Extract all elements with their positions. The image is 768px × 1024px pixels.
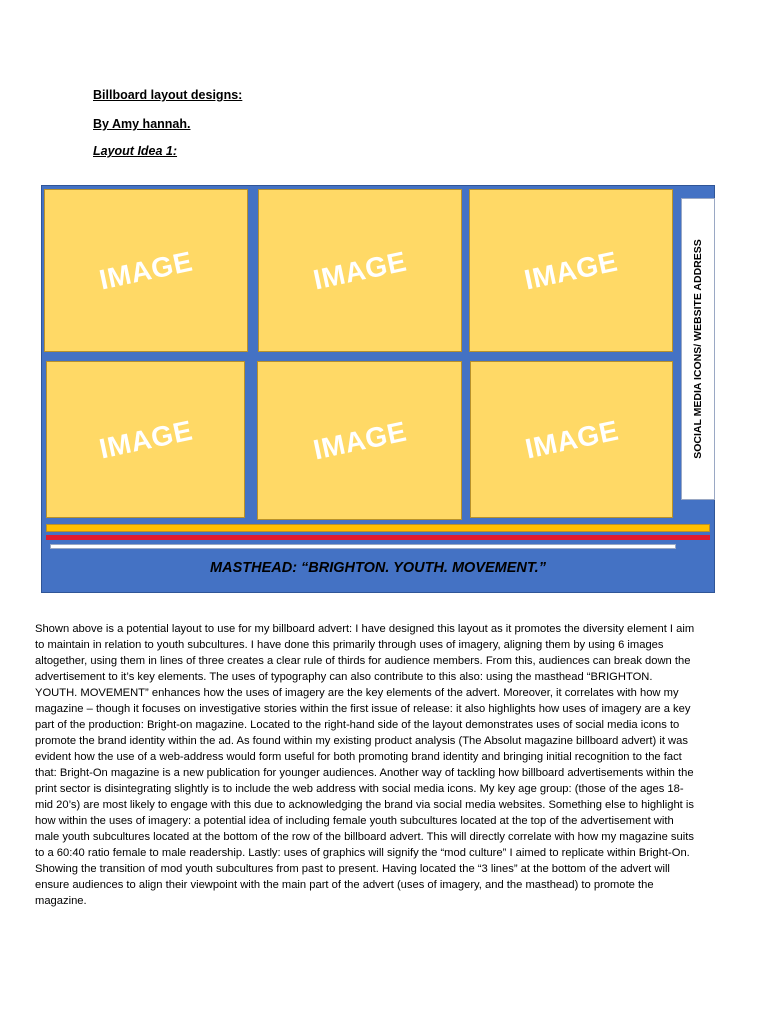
author-line: By Amy hannah. — [93, 117, 191, 131]
white-stripe — [50, 544, 676, 549]
social-media-panel-label: SOCIAL MEDIA ICONS/ WEBSITE ADDRESS — [692, 239, 704, 459]
social-media-panel — [681, 198, 715, 500]
yellow-stripe — [46, 524, 710, 532]
image-placeholder-1 — [44, 189, 248, 352]
image-placeholder-2 — [258, 189, 462, 352]
image-placeholder-6 — [470, 361, 673, 518]
image-label: IMAGE — [310, 245, 410, 295]
layout-idea-label: Layout Idea 1: — [93, 144, 178, 158]
image-label: IMAGE — [96, 414, 195, 464]
red-stripe — [46, 535, 710, 540]
image-label: IMAGE — [96, 245, 196, 295]
image-placeholder-4 — [46, 361, 245, 518]
document-title: Billboard layout designs: — [93, 88, 243, 102]
billboard-layout — [41, 185, 715, 593]
description-paragraph: Shown above is a potential layout to use for my billboard advert: I have designed this layout as it promotes the diversity element I aim to maintain in relation to youth subcultures. I have done this primarily through uses of imagery, aligning them by using 6 images altogether, using them in lines of three creates a clear rule of thirds for audience members. From this, audiences can break down the advertisement to it’s key elements. The uses of typography can also contribute to this also: using the masthead “BRIGHTON. YOUTH. MOVEMENT” enhances how the uses of imagery are the key elements of the advert. Moreover, it correlates with how my magazine – though it focuses on investigative stories within the first issue of release: it also highlights how uses of imagery are a key part of the production: Bright-on magazine. Located to the right-hand side of the layout demonstrates uses of social media icons to promote the brand identity within the ad. As found within my existing product analysis (The Absolut magazine billboard advert) it was evident how the use of a web-address would form useful for both promoting brand identity and bringing initial recognition to the fact that: Bright-On magazine is a new publication for younger audiences. Another way of tackling how billboard advertisements within the print sector is disintegrating slightly is to include the web address with social media icons. My key age group: (those of the ages 18-mid 20’s) are most likely to engage with this due to acknowledging the brand via social media websites. Something else to highlight is how within the uses of imagery: a potential idea of including female youth subcultures located at the top of the advertisement with male youth subcultures located at the bottom of the row of the billboard advert. This will directly correlate with how my magazine suits to a 60:40 ratio female to male readership. Lastly: uses of graphics will signify the “mod culture” I aimed to replicate within Bright-On. Showing the transition of mod youth subcultures from past to present. Having located the “3 lines” at the bottom of the advert will ensure audiences to align their viewpoint with the main part of the advert (uses of imagery, and the masthead) to promote the magazine. — [35, 623, 695, 907]
image-label: IMAGE — [310, 415, 409, 465]
image-label: IMAGE — [522, 414, 621, 464]
image-placeholder-5 — [257, 361, 462, 520]
image-placeholder-3 — [469, 189, 673, 352]
masthead-text: MASTHEAD: “BRIGHTON. YOUTH. MOVEMENT.” — [210, 560, 546, 576]
image-label: IMAGE — [521, 245, 621, 295]
